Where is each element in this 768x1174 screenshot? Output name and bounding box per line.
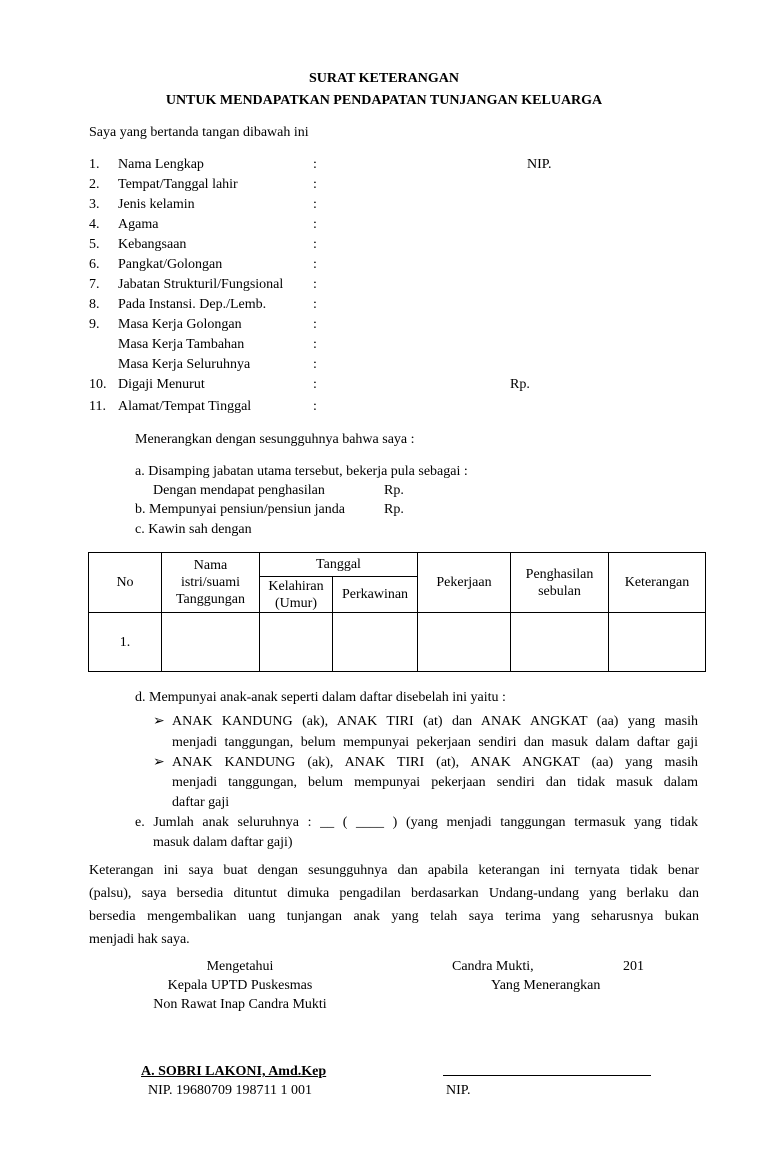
table-cell-perkawinan: [333, 613, 418, 672]
field-number: 1.: [89, 157, 100, 172]
field-number: 11.: [89, 399, 106, 414]
field-label-ttl: Tempat/Tanggal lahir: [118, 177, 238, 192]
sig-left-line1: Mengetahui: [206, 959, 274, 974]
closing-line3: bersedia mengembalikan uang tunjangan anak yang telah saya terima yang seharusnya bukan: [89, 909, 699, 924]
children-bullet1-line2: menjadi tanggungan, belum mempunyai pekerjaan sendiri dan masuk dalam daftar gaji: [172, 735, 698, 750]
table-header-penghasilan-line1: Penghasilan: [525, 566, 594, 582]
field-colon: :: [313, 317, 317, 332]
document-subtitle: UNTUK MENDAPATKAN PENDAPATAN TUNJANGAN KELUARGA: [165, 93, 603, 108]
field-colon: :: [313, 337, 317, 352]
table-cell-penghasilan: [511, 613, 609, 672]
sig-right-role: Yang Menerangkan: [491, 978, 601, 993]
declaration-item-b-rp: Rp.: [384, 502, 404, 517]
sig-left-name: A. SOBRI LAKONI, Amd.Kep: [141, 1064, 327, 1079]
field-label-agama: Agama: [118, 217, 159, 232]
table-header-nama: [162, 553, 260, 613]
field-colon: :: [313, 257, 317, 272]
table-header-penghasilan-line2: sebulan: [538, 583, 581, 599]
field-label-masa-kerja-golongan: Masa Kerja Golongan: [118, 317, 242, 332]
declaration-item-a: a. Disamping jabatan utama tersebut, bekerja pula sebagai :: [135, 464, 468, 479]
field-colon: :: [313, 197, 317, 212]
table-header-kelahiran: [260, 577, 333, 613]
closing-line2: (palsu), saya bersedia dituntut dimuka pengadilan berdasarkan Undang-undang yang berlaku dan: [89, 886, 699, 901]
field-number: 4.: [89, 217, 100, 232]
declaration-item-c: c. Kawin sah dengan: [135, 522, 252, 537]
field-label-alamat: Alamat/Tempat Tinggal: [118, 399, 252, 414]
sig-right-year: 201: [623, 959, 644, 974]
bullet-arrow-icon: ➢: [153, 714, 165, 729]
field-colon: :: [313, 237, 317, 252]
field-number: 3.: [89, 197, 100, 212]
field-colon: :: [313, 277, 317, 292]
family-table: [88, 552, 706, 672]
declaration-item-a-income: Dengan mendapat penghasilan: [153, 483, 325, 498]
table-cell-pekerjaan: [418, 613, 511, 672]
sig-left-line3: Non Rawat Inap Candra Mukti: [153, 997, 327, 1012]
field-label-jenis-kelamin: Jenis kelamin: [118, 197, 195, 212]
field-label-kebangsaan: Kebangsaan: [118, 237, 187, 252]
closing-line1: Keterangan ini saya buat dengan sesungguhnya dan apabila keterangan ini ternyata tidak benar: [89, 863, 699, 878]
children-bullet1-line1: ANAK KANDUNG (ak), ANAK TIRI (at) dan ANAK ANGKAT (aa) yang masih: [172, 714, 698, 729]
children-bullet2-line3: daftar gaji: [172, 795, 230, 810]
table-header-pekerjaan: Pekerjaan: [418, 553, 511, 613]
table-cell-no: 1.: [89, 613, 162, 672]
sig-left-nip: NIP. 19680709 198711 1 001: [148, 1083, 312, 1098]
table-header-kelahiran-line2: (Umur): [275, 595, 317, 611]
table-header-nama-line2: istri/suami: [180, 575, 241, 590]
sig-right-place: Candra Mukti,: [452, 959, 534, 974]
children-bullet2-line1: ANAK KANDUNG (ak), ANAK TIRI (at), ANAK ANGKAT (aa) yang masih: [172, 755, 698, 770]
bullet-arrow-icon: ➢: [153, 755, 165, 770]
document-title: SURAT KETERANGAN: [308, 71, 459, 86]
sig-left-line2: Kepala UPTD Puskesmas: [167, 978, 313, 993]
field-number: 5.: [89, 237, 100, 252]
field-label-masa-kerja-tambahan: Masa Kerja Tambahan: [118, 337, 245, 352]
table-header-perkawinan: Perkawinan: [333, 577, 418, 613]
table-header-no: No: [89, 553, 162, 613]
closing-line4: menjadi hak saya.: [89, 932, 190, 947]
children-bullet2-line2: menjadi tanggungan, belum mempunyai pekerjaan sendiri dan tidak masuk dalam: [172, 775, 698, 790]
field-number: 8.: [89, 297, 100, 312]
intro-text: Saya yang bertanda tangan dibawah ini: [89, 125, 309, 140]
field-number: 2.: [89, 177, 100, 192]
table-header-nama-line1: Nama: [193, 558, 228, 573]
table-cell-nama: [162, 613, 260, 672]
field-colon: :: [313, 297, 317, 312]
field-label-nama: Nama Lengkap: [118, 157, 204, 172]
field-number: 6.: [89, 257, 100, 272]
field-colon: :: [313, 399, 317, 414]
table-header-kelahiran-line1: Kelahiran: [268, 578, 324, 594]
table-header-tanggal: Tanggal: [260, 553, 418, 577]
sig-right-nip: NIP.: [446, 1083, 471, 1098]
field-label-masa-kerja-seluruhnya: Masa Kerja Seluruhnya: [118, 357, 251, 372]
field-colon: :: [313, 157, 317, 172]
field-label-instansi: Pada Instansi. Dep./Lemb.: [118, 297, 267, 312]
field-label-jabatan: Jabatan Strukturil/Fungsional: [118, 277, 284, 292]
table-row: [89, 613, 706, 672]
field-label-pangkat: Pangkat/Golongan: [118, 257, 223, 272]
declaration-item-b: b. Mempunyai pensiun/pensiun janda: [135, 502, 345, 517]
field-rp-label: Rp.: [510, 377, 530, 392]
declaration-lead: Menerangkan dengan sesungguhnya bahwa saya :: [135, 432, 415, 447]
children-item-e: e. Jumlah anak seluruhnya : __ ( ____ ) (yang menjadi tanggungan termasuk yang tidak: [135, 815, 698, 830]
field-label-digaji: Digaji Menurut: [118, 377, 205, 392]
field-nip-label: NIP.: [527, 157, 552, 172]
children-item-d: d. Mempunyai anak-anak seperti dalam daftar disebelah ini yaitu :: [135, 690, 506, 705]
table-header-penghasilan: [511, 553, 609, 613]
declaration-item-a-rp: Rp.: [384, 483, 404, 498]
table-header-keterangan: Keterangan: [609, 553, 706, 613]
table-header-nama-line3: Tanggungan: [175, 592, 245, 607]
field-number: 9.: [89, 317, 100, 332]
field-number: 10.: [89, 377, 107, 392]
table-cell-keterangan: [609, 613, 706, 672]
field-number: 7.: [89, 277, 100, 292]
field-colon: :: [313, 377, 317, 392]
children-item-e-line2: masuk dalam daftar gaji): [153, 835, 293, 850]
field-colon: :: [313, 217, 317, 232]
signature-line: [443, 1075, 651, 1076]
table-cell-kelahiran: [260, 613, 333, 672]
field-colon: :: [313, 357, 317, 372]
field-colon: :: [313, 177, 317, 192]
